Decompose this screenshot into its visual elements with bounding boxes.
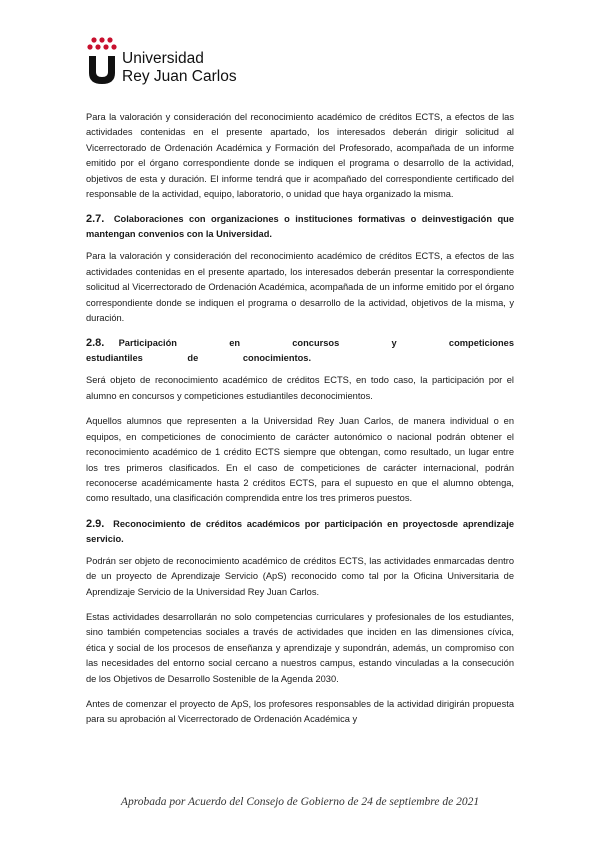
logo-line-1: Universidad (122, 50, 204, 67)
section-paragraph: Antes de comenzar el proyecto de ApS, los profesores responsables de la actividad dirigirán propuesta para su aprobación al Vicerrectorado de Ordenación Académica y (86, 698, 514, 725)
section-paragraph: Para la valoración y consideración del reconocimiento académico de créditos ECTS, a efectos de las actividades contenidas en el presente apartado, los interesados deberán presentar la correspondiente solicitud al Vicerrectorado de Ordenación Académica, acompañada de un informe emitido por el órgano correspondiente donde se indiquen el programa o desarrollo de la actividad, objetivos de la misma, y duración. (86, 251, 514, 324)
section-heading-2-8 (86, 336, 514, 366)
section-number: 2.7. (86, 213, 105, 226)
intro-paragraph: Para la valoración y consideración del reconocimiento académico de créditos ECTS, a efectos de las actividades contenidas en el presente apartado, los interesados deberán dirigir solicitud al Vicerrectorado de Ordenación Académica y Formación del Profesorado, acompañada de un informe emitido por el órgano correspondiente donde se indiquen el programa o desarrollo de la actividad, objetivos de esta y duración. El informe tendrá que ir acompañado del correspondiente certificado del responsable de la actividad, equipo, laboratorio, o unidad que haya organizado la misma. (86, 112, 514, 200)
section-heading-2-7 (86, 212, 514, 242)
section-paragraph: Aquellos alumnos que representen a la Universidad Rey Juan Carlos, de manera individual o en equipos, en competiciones de conocimiento de carácter autonómico o nacional podrán obtener el reconocimiento académico de 1 crédito ECTS siempre que obtengan, como resultado, un lugar entre los tres primeros clasificados. En el caso de competiciones de carácter internacional, podrán reconocerse académicamente hasta 2 créditos ECTS, para el supuesto en que el alumno obtenga, como resultado, una clasificación comprendida entre los tres primeros puestos. (86, 416, 514, 504)
section-number: 2.8. (86, 337, 105, 350)
section-heading-2-9 (86, 517, 514, 547)
section-title: Participación en concursos y competiciones estudiantiles de conocimientos. (86, 338, 514, 364)
section-paragraph: Estas actividades desarrollarán no solo competencias curriculares y profesionales de los estudiantes, sino también competencias sociales a través de actividades que inciden en las dimensiones cívica, ética y social de los procesos de enseñanza y aprendizaje y supondrán, además, un compromiso con las necesidades del entorno social cercano a nuestros campus, estando vinculadas a la consecución de los Objetivos de Desarrollo Sostenible de la Agenda 2030. (86, 611, 514, 684)
university-logo (86, 36, 256, 90)
section-title: Colaboraciones con organizaciones o instituciones formativas o deinvestigación que mantengan convenios con la Universidad. (86, 214, 514, 240)
section-paragraph: Podrán ser objeto de reconocimiento académico de créditos ECTS, las actividades enmarcadas dentro de un proyecto de Aprendizaje Servicio (ApS) reconocido como tal por la Oficina Universitaria de Aprendizaje Servicio de la Universidad Rey Juan Carlos. (86, 555, 514, 597)
document-body (86, 110, 514, 738)
page-footer: Aprobada por Acuerdo del Consejo de Gobierno de 24 de septiembre de 2021 (120, 796, 480, 808)
section-title: Reconocimiento de créditos académicos por participación en proyectosde aprendizaje servicio. (86, 518, 514, 544)
urjc-emblem-icon (86, 36, 118, 86)
section-paragraph: Será objeto de reconocimiento académico de créditos ECTS, en todo caso, la participación por el alumno en concursos y competiciones estudiantiles deconocimientos. (86, 375, 514, 401)
section-number: 2.9. (86, 517, 105, 530)
logo-line-2: Rey Juan Carlos (122, 68, 237, 85)
